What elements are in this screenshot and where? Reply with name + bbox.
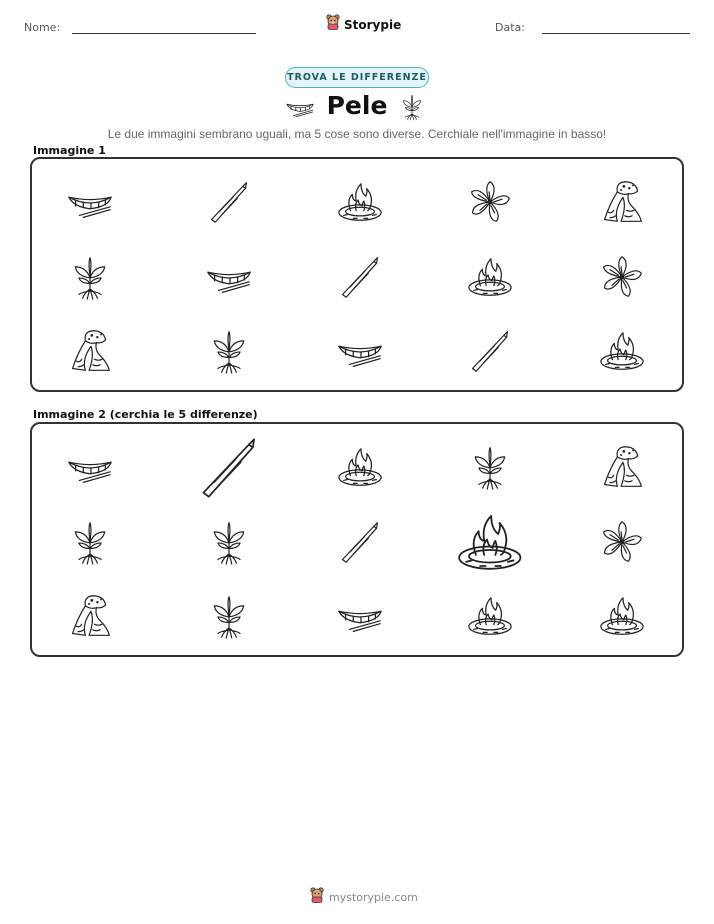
canoe-icon[interactable] xyxy=(66,444,114,490)
plumeria-flower-icon xyxy=(598,254,646,300)
panel1-label: Immagine 1 xyxy=(33,144,106,157)
name-label: Nome: xyxy=(24,21,61,34)
lava-volcano-icon[interactable] xyxy=(598,444,646,490)
date-line[interactable] xyxy=(542,33,690,34)
name-line[interactable] xyxy=(72,33,256,34)
brand-name: Storypie xyxy=(344,17,402,32)
seedling-icon[interactable] xyxy=(466,444,514,490)
canoe-icon xyxy=(336,328,384,374)
image-panel-1 xyxy=(30,157,684,392)
lava-volcano-icon xyxy=(598,179,646,225)
fire-pit-icon xyxy=(466,254,514,300)
canoe-icon[interactable] xyxy=(336,593,384,639)
seedling-icon xyxy=(66,254,114,300)
panel2-label: Immagine 2 (cerchia le 5 differenze) xyxy=(33,408,258,421)
lava-volcano-icon xyxy=(66,328,114,374)
bear-mascot-icon xyxy=(326,14,340,35)
fire-pit-icon xyxy=(598,328,646,374)
lava-volcano-icon[interactable] xyxy=(66,593,114,639)
seedling-icon xyxy=(205,328,253,374)
canoe-icon xyxy=(205,254,253,300)
bear-mascot-icon xyxy=(310,887,324,908)
seedling-icon[interactable] xyxy=(205,593,253,639)
seedling-icon[interactable] xyxy=(205,519,253,565)
page-title: Pele xyxy=(326,91,388,120)
digging-stick-icon[interactable] xyxy=(336,519,384,565)
footer-url: mystorypie.com xyxy=(329,891,418,904)
digging-stick-icon[interactable] xyxy=(194,434,264,501)
activity-badge: TROVA LE DIFFERENZE xyxy=(285,67,429,88)
fire-pit-icon[interactable] xyxy=(598,593,646,639)
fire-pit-icon xyxy=(336,179,384,225)
seedling-icon[interactable] xyxy=(66,519,114,565)
fire-pit-icon[interactable] xyxy=(455,509,525,576)
seedling-icon xyxy=(401,93,423,120)
digging-stick-icon xyxy=(336,254,384,300)
plumeria-flower-icon xyxy=(466,179,514,225)
brand-logo xyxy=(326,14,401,35)
image-panel-2[interactable] xyxy=(30,422,684,657)
plumeria-flower-icon[interactable] xyxy=(598,519,646,565)
digging-stick-icon xyxy=(466,328,514,374)
digging-stick-icon xyxy=(205,179,253,225)
footer xyxy=(310,887,418,908)
fire-pit-icon[interactable] xyxy=(466,593,514,639)
instructions: Le due immagini sembrano uguali, ma 5 cose sono diverse. Cerchiale nell'immagine in basso! xyxy=(107,127,607,141)
fire-pit-icon[interactable] xyxy=(336,444,384,490)
canoe-icon xyxy=(66,179,114,225)
date-label: Data: xyxy=(495,21,525,34)
